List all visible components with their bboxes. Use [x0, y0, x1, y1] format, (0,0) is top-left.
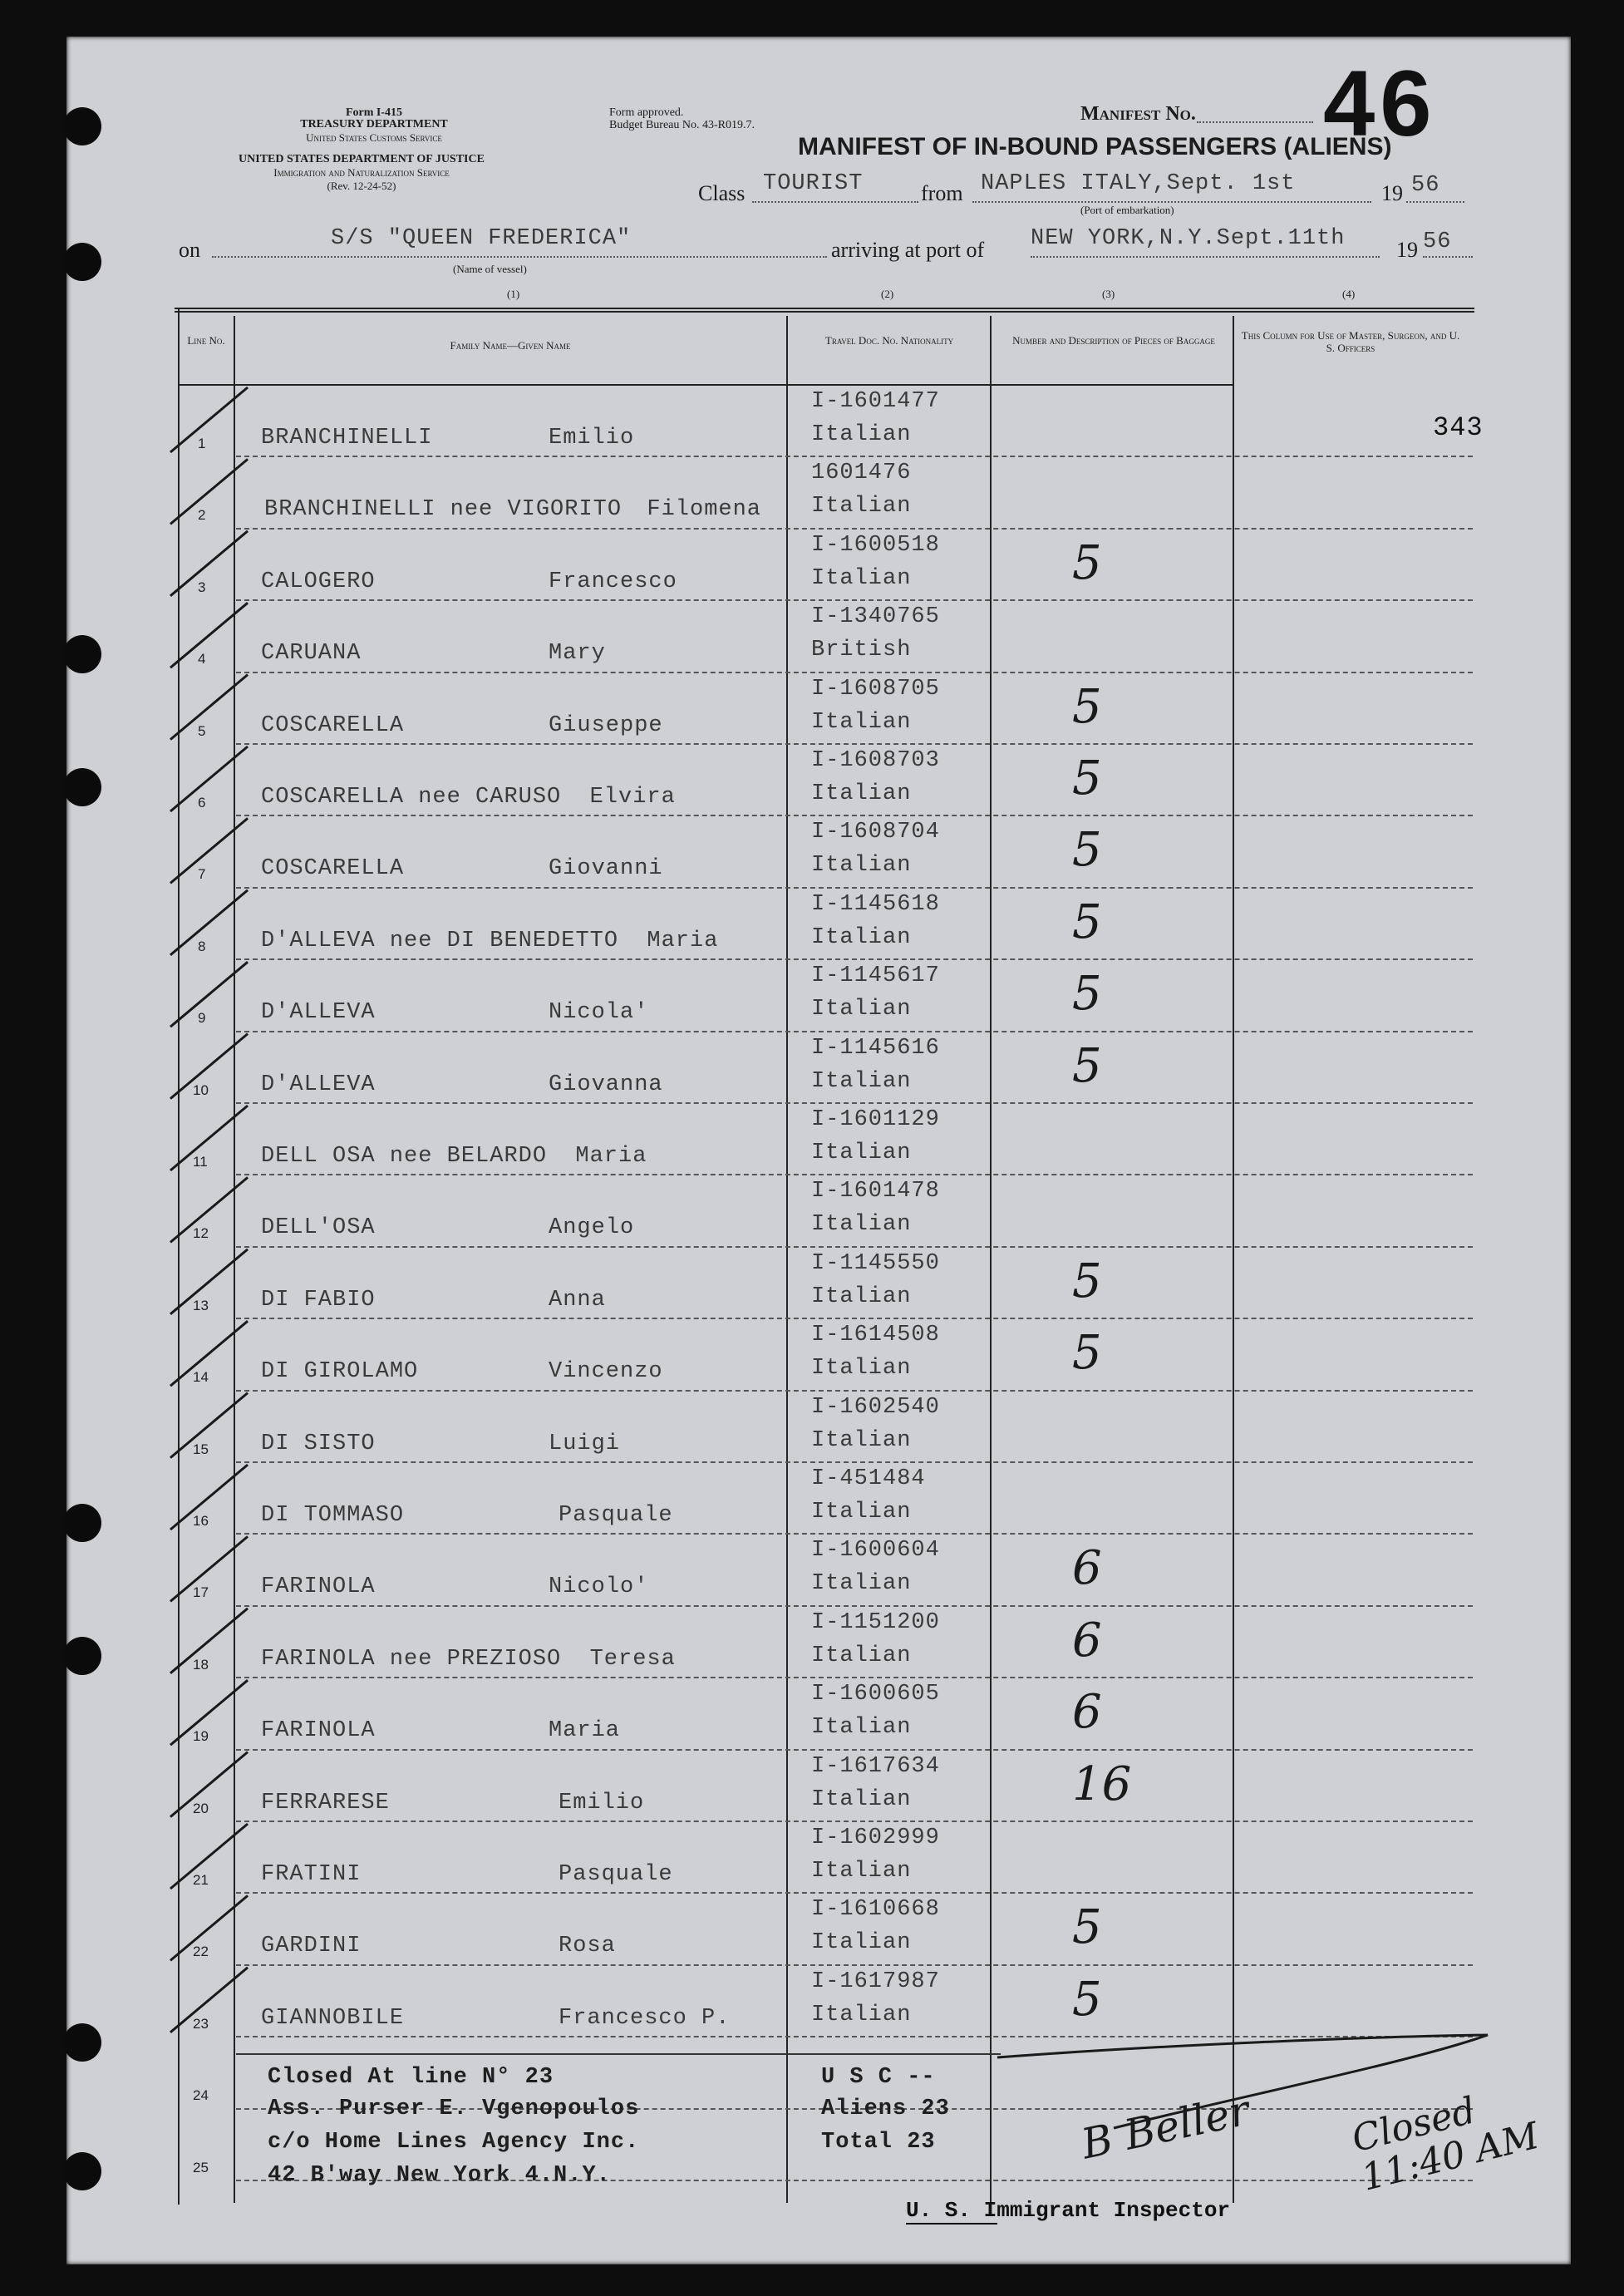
line-number: 10	[193, 1081, 209, 1098]
assistant-purser: Ass. Purser E. Vgenopoulos	[268, 2096, 640, 2121]
family-name: FRATINI	[261, 1862, 362, 1887]
family-name: D'ALLEVA	[261, 1000, 376, 1026]
punch-hole	[63, 1504, 101, 1542]
nationality: Italian	[811, 2002, 912, 2027]
nationality: Italian	[811, 1571, 912, 1597]
family-name: DI FABIO	[261, 1287, 376, 1313]
given-name: Pasquale	[559, 1862, 673, 1887]
baggage-count: 5	[1072, 535, 1102, 590]
customs-service: United States Customs Service	[306, 131, 442, 144]
col-header-travel-doc: Travel Doc. No. Nationality	[824, 334, 954, 347]
given-name: Maria	[549, 1718, 621, 1744]
vessel-name: S/S "QUEEN FREDERICA"	[331, 226, 632, 251]
travel-doc-number: I-1601129	[811, 1107, 940, 1132]
col-number-1: (1)	[507, 288, 520, 300]
baggage-count: 5	[1072, 1972, 1102, 2027]
travel-doc-number: I-1602999	[811, 1825, 940, 1850]
nationality: Italian	[811, 997, 912, 1022]
travel-doc-number: I-1600605	[811, 1682, 940, 1707]
family-name: DELL OSA nee BELARDO	[261, 1144, 548, 1169]
family-name: DELL'OSA	[261, 1215, 376, 1241]
baggage-count: 5	[1072, 1254, 1102, 1308]
given-name: Elvira	[589, 785, 676, 810]
on-label: on	[179, 238, 200, 262]
travel-doc-number: I-1600518	[811, 532, 940, 558]
treasury-department: TREASURY DEPARTMENT	[300, 118, 448, 131]
given-name: Angelo	[549, 1215, 635, 1241]
aliens-count: Aliens 23	[821, 2096, 950, 2121]
nationality: Italian	[811, 1930, 912, 1956]
arrival-port: NEW YORK,N.Y.Sept.11th	[1031, 226, 1346, 251]
punch-hole	[63, 768, 101, 806]
usc-count: U S C --	[821, 2065, 936, 2090]
given-name: Giovanna	[549, 1072, 663, 1097]
form-number: Form I-415	[345, 106, 403, 119]
family-name: COSCARELLA nee CARUSO	[261, 785, 562, 810]
nationality: Italian	[811, 1643, 912, 1668]
punch-hole	[63, 2023, 101, 2062]
col-header-officers: This Column for Use of Master, Surgeon, and U. S. Officers	[1241, 329, 1460, 354]
given-name: Maria	[647, 928, 719, 953]
baggage-count: 5	[1072, 1038, 1102, 1093]
family-name: CALOGERO	[261, 569, 376, 594]
line-number: 11	[193, 1154, 208, 1170]
department-of-justice: UNITED STATES DEPARTMENT OF JUSTICE	[239, 153, 485, 165]
family-name: GIANNOBILE	[261, 2005, 405, 2031]
port-embarkation-label: (Port of embarkation)	[1080, 204, 1174, 216]
baggage-count: 6	[1072, 1541, 1102, 1596]
line-number: 4	[198, 651, 206, 668]
nationality: Italian	[811, 1715, 912, 1741]
nationality: Italian	[811, 1500, 912, 1525]
given-name: Francesco P.	[559, 2005, 731, 2031]
year-value: 56	[1411, 173, 1440, 198]
nationality: Italian	[811, 924, 912, 950]
inspector-underline	[906, 2223, 997, 2225]
col-header-baggage: Number and Description of Pieces of Baggage	[1012, 334, 1215, 347]
given-name: Luigi	[549, 1431, 621, 1456]
line-number: 18	[193, 1656, 209, 1673]
nationality: Italian	[811, 1427, 912, 1453]
line-number: 23	[193, 2015, 209, 2032]
given-name: Nicolo'	[549, 1574, 649, 1600]
family-name: BRANCHINELLI nee VIGORITO	[264, 497, 623, 523]
line-number: 2	[198, 507, 206, 524]
line-number: 1	[198, 436, 206, 451]
baggage-count: 5	[1072, 967, 1102, 1022]
punch-hole	[63, 243, 101, 281]
travel-doc-number: I-451484	[811, 1466, 926, 1491]
from-label: from	[921, 181, 963, 205]
given-name: Maria	[575, 1144, 647, 1169]
travel-doc-number: I-1601477	[811, 389, 940, 414]
travel-doc-number: I-1602540	[811, 1394, 940, 1420]
col-number-4: (4)	[1342, 288, 1356, 300]
travel-doc-number: I-1608704	[811, 820, 940, 845]
line-number: 15	[193, 1441, 209, 1457]
given-name: Mary	[549, 641, 606, 667]
year-value: 56	[1423, 229, 1452, 254]
given-name: Emilio	[549, 426, 635, 451]
line-number: 17	[193, 1584, 209, 1601]
given-name: Teresa	[589, 1646, 676, 1672]
dotted-line	[972, 201, 1371, 203]
line-number: 14	[193, 1369, 209, 1386]
travel-doc-number: I-1614508	[811, 1323, 940, 1348]
form-approved: Form approved.	[609, 106, 684, 119]
given-name: Giovanni	[549, 856, 663, 882]
line-number: 9	[198, 1010, 206, 1027]
given-name: Francesco	[549, 569, 677, 594]
line-number: 21	[193, 1872, 209, 1888]
line-number: 20	[193, 1800, 209, 1816]
closed-handwritten-note: Closed 11:40 AM	[1347, 2089, 1543, 2200]
punch-hole	[63, 2152, 101, 2190]
nationality: Italian	[811, 1859, 912, 1884]
given-name: Giuseppe	[549, 712, 663, 738]
ins-label: Immigration and Naturalization Service	[273, 166, 450, 179]
class-label: Class	[698, 181, 746, 205]
closing-rule	[236, 2053, 1001, 2055]
family-name: CARUANA	[261, 641, 362, 667]
nationality: Italian	[811, 1356, 912, 1382]
line-number: 6	[198, 795, 206, 810]
manifest-title: MANIFEST OF IN-BOUND PASSENGERS (ALIENS)	[798, 133, 1392, 160]
embarkation-port: NAPLES ITALY,Sept. 1st	[981, 171, 1296, 196]
line-number: 12	[193, 1225, 209, 1242]
class-value: TOURIST	[763, 171, 864, 196]
nationality: Italian	[811, 781, 912, 806]
inspector-signature: B Beller	[1077, 2086, 1254, 2169]
dotted-line	[1031, 256, 1380, 258]
travel-doc-number: I-1340765	[811, 604, 940, 630]
given-name: Filomena	[647, 497, 762, 523]
baggage-count: 5	[1072, 1900, 1102, 1955]
baggage-count: 6	[1072, 1685, 1102, 1740]
family-name: GARDINI	[261, 1934, 362, 1959]
family-name: COSCARELLA	[261, 712, 405, 738]
travel-doc-number: I-1145616	[811, 1035, 940, 1061]
nationality: Italian	[811, 1283, 912, 1309]
family-name: FARINOLA	[261, 1574, 376, 1600]
col-number-3: (3)	[1102, 288, 1115, 300]
travel-doc-number: I-1145550	[811, 1250, 940, 1276]
family-name: COSCARELLA	[261, 856, 405, 882]
family-name: DI SISTO	[261, 1431, 376, 1456]
family-name: D'ALLEVA	[261, 1072, 376, 1097]
col-header-name: Family Name—Given Name	[450, 339, 571, 352]
col-number-2: (2)	[881, 288, 894, 300]
travel-doc-number: I-1610668	[811, 1897, 940, 1923]
nationality: Italian	[811, 1068, 912, 1094]
vessel-label: (Name of vessel)	[453, 263, 527, 275]
line-number: 8	[198, 938, 206, 954]
family-name: DI GIROLAMO	[261, 1359, 419, 1385]
total-count: Total 23	[821, 2130, 936, 2155]
nationality: Italian	[811, 709, 912, 735]
arriving-label: arriving at port of	[831, 238, 985, 262]
given-name: Rosa	[559, 1934, 616, 1959]
family-name: FARINOLA	[261, 1718, 376, 1744]
family-name: BRANCHINELLI	[261, 426, 433, 451]
travel-doc-number: I-1145617	[811, 963, 940, 989]
year-prefix: 19	[1381, 181, 1403, 205]
punch-hole	[63, 635, 101, 673]
travel-doc-number: I-1601478	[811, 1179, 940, 1205]
line-number: 5	[198, 722, 206, 739]
baggage-count: 5	[1072, 894, 1102, 949]
travel-doc-number: I-1617987	[811, 1968, 940, 1994]
line-number: 22	[193, 1944, 209, 1960]
baggage-count: 5	[1072, 1326, 1102, 1381]
manifest-no-label: Manifest No.	[1080, 103, 1196, 125]
family-name: FERRARESE	[261, 1790, 390, 1816]
nationality: Italian	[811, 853, 912, 879]
line-number: 13	[193, 1297, 209, 1313]
punch-hole	[63, 1637, 101, 1675]
given-name: Vincenzo	[549, 1359, 663, 1385]
dotted-line	[1406, 201, 1464, 203]
baggage-count: 16	[1072, 1756, 1132, 1811]
line-number: 16	[193, 1513, 209, 1529]
given-name: Pasquale	[559, 1503, 673, 1528]
year-prefix: 19	[1396, 238, 1418, 262]
line-number: 7	[198, 866, 206, 883]
travel-doc-number: I-1608705	[811, 676, 940, 702]
baggage-count: 6	[1072, 1613, 1102, 1668]
travel-doc-number: I-1151200	[811, 1609, 940, 1635]
line-number: 25	[193, 2159, 209, 2175]
given-name: Emilio	[559, 1790, 645, 1816]
agency-name: c/o Home Lines Agency Inc.	[268, 2130, 640, 2155]
dotted-line	[1197, 121, 1313, 123]
baggage-count: 5	[1072, 823, 1102, 878]
budget-bureau: Budget Bureau No. 43-R019.7.	[609, 119, 755, 131]
col-header-line-no: Line No.	[187, 334, 225, 347]
table-top-border	[175, 308, 1474, 309]
travel-doc-number: I-1145618	[811, 891, 940, 917]
travel-doc-number: I-1617634	[811, 1753, 940, 1779]
family-name: D'ALLEVA nee DI BENEDETTO	[261, 928, 619, 953]
line-number: 24	[193, 2087, 209, 2104]
line-number: 19	[193, 1728, 209, 1745]
nationality: British	[811, 638, 912, 663]
officer-note: 343	[1433, 412, 1484, 443]
travel-doc-number: I-1600604	[811, 1538, 940, 1564]
dotted-line	[212, 256, 827, 258]
agency-address: 42 B'way New York 4.N.Y.	[268, 2163, 611, 2188]
dotted-line	[752, 201, 918, 203]
nationality: Italian	[811, 1212, 912, 1238]
closed-at-line: Closed At line N° 23	[268, 2065, 554, 2090]
punch-hole	[63, 107, 101, 145]
travel-doc-number: I-1608703	[811, 748, 940, 773]
given-name: Nicola'	[549, 1000, 649, 1026]
nationality: Italian	[811, 1786, 912, 1812]
inspector-label: U. S. Immigrant Inspector	[906, 2198, 1231, 2223]
manifest-number: 46	[1323, 52, 1437, 155]
baggage-count: 5	[1072, 751, 1102, 806]
baggage-count: 5	[1072, 679, 1102, 734]
table-top-border	[175, 311, 1474, 313]
dotted-line	[1423, 256, 1473, 258]
nationality: Italian	[811, 1141, 912, 1165]
nationality: Italian	[811, 494, 912, 520]
nationality: Italian	[811, 422, 912, 447]
line-number: 3	[198, 579, 206, 595]
given-name: Anna	[549, 1287, 606, 1313]
family-name: DI TOMMASO	[261, 1503, 405, 1528]
revision-label: (Rev. 12-24-52)	[327, 180, 396, 192]
travel-doc-number: 1601476	[811, 461, 912, 486]
family-name: FARINOLA nee PREZIOSO	[261, 1646, 562, 1672]
nationality: Italian	[811, 565, 912, 591]
